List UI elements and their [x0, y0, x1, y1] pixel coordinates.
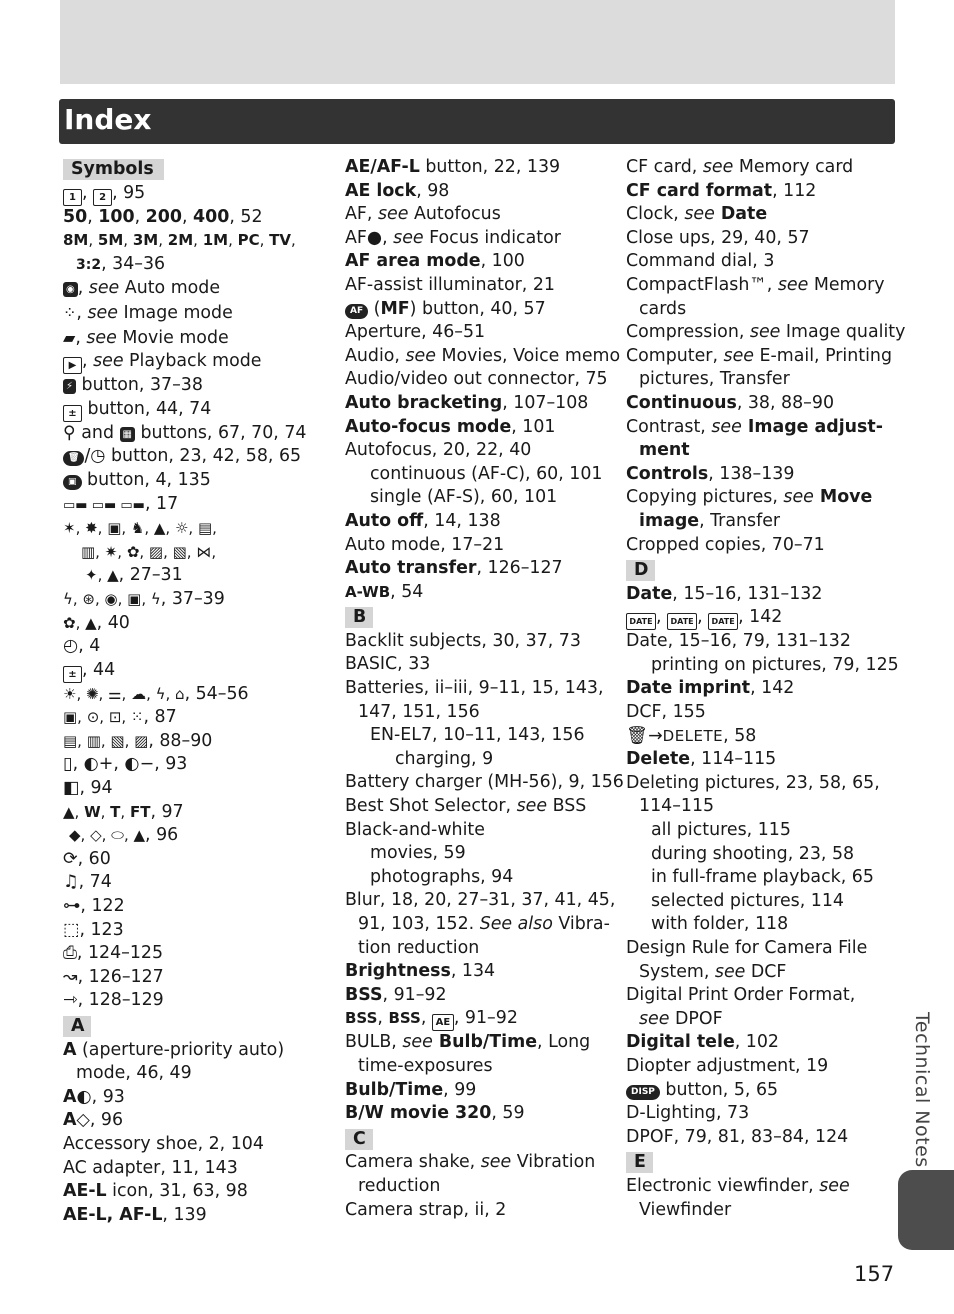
exposure-button-icon: ±	[63, 405, 82, 422]
index-entry: time-exposures	[358, 1055, 493, 1076]
index-entry: Date imprint, 142	[626, 678, 795, 699]
trash-icon: 🗑	[63, 451, 84, 466]
page-number: 157	[854, 1262, 895, 1286]
index-entry: image, Transfer	[639, 510, 781, 531]
bss-icon: BSS	[345, 1009, 378, 1028]
index-entry: Cropped copies, 70–71	[626, 534, 825, 555]
index-entry: see DPOF	[639, 1008, 723, 1029]
single-frame-icon: 1	[63, 189, 82, 206]
copy-icon: ⇾	[63, 990, 78, 1011]
section-head-symbols: Symbols	[63, 159, 164, 180]
index-entry: ◧, 94	[63, 778, 113, 799]
protect-icon: ⊶	[63, 896, 81, 917]
index-entry: ▯, ◐+, ◐−, 93	[63, 754, 188, 775]
index-entry: Backlit subjects, 30, 37, 73	[345, 630, 581, 651]
movie-icon: ▰	[63, 327, 76, 347]
index-entry: ⬚, 123	[63, 919, 124, 940]
index-entry: Date, 15–16, 131–132	[626, 583, 823, 604]
index-entry: Electronic viewfinder, see	[626, 1175, 850, 1196]
index-entry: AF, see Autofocus	[345, 204, 501, 225]
index-entry: 50, 100, 200, 400, 52	[63, 206, 263, 227]
playback-icon: ▶	[63, 357, 82, 374]
index-entry: Computer, see E-mail, Printing	[626, 345, 892, 366]
index-entry: Compression, see Image quality	[626, 322, 906, 343]
delete-label: DELETE	[662, 726, 724, 745]
date-time-icon: DATE	[708, 613, 738, 630]
index-entry: BSS, BSS, AE , 91–92	[345, 1007, 620, 1031]
scene-icons-2: ▥, ✷, ✿, ▨, ▧, ⋈,	[81, 542, 217, 561]
index-entry: ◆, ◇, ⬭, ▲, 96	[69, 825, 179, 846]
index-entry: tion reduction	[358, 937, 480, 958]
index-entry: Auto-focus mode, 101	[345, 416, 556, 437]
index-entry: Deleting pictures, 23, 58, 65,	[626, 772, 880, 793]
index-entry: printing on pictures, 79, 125	[651, 654, 899, 675]
index-entry: Continuous, 38, 88–90	[626, 392, 835, 413]
index-entry: DATE , DATE , DATE , 142	[626, 606, 898, 630]
index-entry: ⎙, 124–125	[63, 943, 164, 964]
section-head-e: E	[626, 1152, 653, 1173]
self-timer-icon: ◴	[63, 636, 79, 657]
focus-mode-icons: ✿, ▲	[63, 613, 97, 632]
section-head-d: D	[626, 560, 655, 581]
index-entry: AC adapter, 11, 143	[63, 1157, 238, 1178]
index-entry: Command dial, 3	[626, 251, 775, 272]
disp-button-icon: DISP	[626, 1085, 660, 1100]
index-entry: Camera shake, see Vibration	[345, 1152, 596, 1173]
index-entry: ± button, 44, 74	[63, 398, 343, 422]
scene-icons: ✶, ✸, ▣, ♞, ▲, ☼, ▤,	[63, 519, 217, 538]
index-entry: ▣ button, 4, 135	[63, 469, 343, 493]
flash-button-icon: ⚡	[63, 379, 76, 394]
index-entry: Auto bracketing, 107–108	[345, 392, 589, 413]
bw-icon: ◧	[63, 778, 80, 799]
index-entry: ♫, 74	[63, 872, 112, 893]
index-entry: Digital tele, 102	[626, 1032, 779, 1053]
index-entry: ment	[639, 440, 690, 461]
index-entry: 147, 151, 156	[358, 701, 480, 722]
index-entry: ↝, 126–127	[63, 966, 164, 987]
index-entry: ✿, ▲, 40	[63, 612, 130, 633]
index-entry: with folder, 118	[651, 914, 789, 935]
index-entry: 🗑→DELETE, 58	[626, 725, 757, 746]
index-entry: System, see DCF	[639, 961, 787, 982]
page-title: Index	[64, 103, 152, 136]
index-entry: selected pictures, 114	[651, 890, 844, 911]
noise-reduction-icon: ⟳	[63, 848, 78, 869]
index-column-2	[345, 156, 624, 1222]
section-head-a: A	[63, 1016, 91, 1037]
camera-icon: ◉	[63, 282, 78, 297]
auto-wb-icon: A-WB	[345, 582, 391, 601]
transfer-icon: ↝	[63, 966, 78, 987]
index-entry: Auto off, 14, 138	[345, 510, 501, 531]
index-entry: ⚲ and ▦ buttons, 67, 70, 74	[63, 422, 307, 443]
index-entry: Auto mode, 17–21	[345, 534, 505, 555]
sharpen-icons: ▯, ◐+, ◐−	[63, 754, 155, 775]
index-entry: AF area mode, 100	[345, 251, 525, 272]
index-entry: A◇, 96	[63, 1110, 124, 1131]
index-entry: Best Shot Selector, see BSS	[345, 796, 587, 817]
battery-icons: ▭▬ ▭▬ ▭▬	[63, 497, 145, 513]
hide-icon: ⬚	[63, 919, 80, 940]
index-entry: ☀, ✺, ⚌, ☁, ϟ, ⌂, 54–56	[63, 683, 249, 704]
index-entry: Design Rule for Camera File	[626, 938, 868, 958]
saturation-icons-2: ◆, ◇, ⬭, ▲	[69, 826, 146, 845]
header-band	[60, 0, 895, 84]
index-entry: B/W movie 320, 59	[345, 1103, 525, 1124]
index-column-3	[626, 156, 906, 1222]
index-entry: Viewfinder	[639, 1199, 732, 1220]
index-entry: Aperture, 46–51	[345, 322, 486, 343]
section-head-c: C	[345, 1129, 373, 1150]
index-entry: Battery charger (MH-56), 9, 156	[345, 772, 624, 793]
index-entry: BASIC, 33	[345, 654, 431, 675]
index-entry: BSS, 91–92	[345, 984, 447, 1005]
bss-icon-2: BSS	[388, 1009, 421, 1028]
index-entry: A-WB, 54	[345, 581, 424, 602]
index-entry: ⊶, 122	[63, 896, 125, 917]
index-entry: Autofocus, 20, 22, 40	[345, 440, 532, 461]
index-entry: ⚡ button, 37–38	[63, 374, 343, 398]
index-entry: cards	[639, 298, 687, 319]
trash-arrow-icon: 🗑→	[626, 725, 663, 746]
index-entry: A (aperture-priority auto)	[63, 1039, 285, 1060]
index-entry: ▣, ⊙, ⊡, ⁙, 87	[63, 707, 177, 728]
index-entry: AE lock, 98	[345, 180, 450, 201]
index-entry: Clock, see Date	[626, 204, 768, 225]
index-entry: Brightness, 134	[345, 961, 496, 982]
index-entry: Delete, 114–115	[626, 749, 777, 770]
index-entry: ⟳, 60	[63, 848, 111, 869]
size-5m-icon: 5M	[97, 231, 124, 250]
index-entry: AE-L icon, 31, 63, 98	[63, 1181, 248, 1202]
index-entry: ✦, ▲, 27–31	[85, 565, 183, 586]
index-entry: CompactFlash™, see Memory	[626, 274, 885, 295]
index-entry: Copying pictures, see Move	[626, 487, 873, 508]
index-entry: AF●, see Focus indicator	[345, 227, 561, 248]
index-entry: Date, 15–16, 79, 131–132	[626, 631, 851, 652]
auto-saturation-icon: A◇	[63, 1110, 90, 1131]
index-entry: movies, 59	[370, 843, 466, 864]
image-mode-icon: ⁘	[63, 302, 77, 322]
date-icon: DATE	[626, 613, 656, 630]
index-entry: DISP button, 5, 65	[626, 1079, 898, 1103]
size-8m-icon: 8M	[63, 231, 89, 250]
title-bar	[59, 99, 895, 144]
index-entry: AE-L, AF-L, 139	[63, 1204, 207, 1225]
side-tab-label: Technical Notes	[911, 1012, 933, 1168]
index-entry: Black-and-white	[345, 819, 485, 840]
index-entry: BULB, see Bulb/Time, Long	[345, 1032, 591, 1053]
index-entry: ϟ, ⊛, ◉, ▣, ϟ, 37–39	[63, 588, 225, 609]
exposure-comp-icon: ±	[63, 666, 82, 683]
index-column-1	[63, 156, 343, 1227]
index-entry: 3:2, 34–36	[76, 253, 166, 274]
self-timer-icon: ◷	[90, 446, 106, 467]
index-entry: EN-EL7, 10–11, 143, 156	[370, 725, 585, 746]
index-entry: DCF, 155	[626, 702, 706, 723]
metering-icons: ▣, ⊙, ⊡, ⁙	[63, 708, 144, 727]
index-entry: Batteries, ii–iii, 9–11, 15, 143,	[345, 678, 604, 699]
index-entry: 91, 103, 152. See also Vibra-	[358, 914, 610, 934]
size-1m-icon: 1M	[202, 231, 229, 250]
ae-bss-icon: AE	[432, 1014, 454, 1031]
scene-icons-3: ✦, ▲	[85, 566, 119, 585]
size-32-icon: 3:2	[76, 256, 102, 273]
size-tv-icon: TV	[269, 231, 292, 250]
index-entry: Digital Print Order Format,	[626, 985, 856, 1006]
index-entry: pictures, Transfer	[639, 369, 790, 390]
index-entry: in full-frame playback, 65	[651, 867, 874, 888]
index-entry: ◉ , see Auto mode	[63, 277, 343, 301]
index-entry: CF card format, 112	[626, 180, 817, 201]
zoom-tele-icon: ⚲	[63, 422, 76, 443]
frame-2-icon: 2	[93, 189, 112, 206]
index-entry: ▶ , see Playback mode	[63, 350, 343, 374]
wb-icons: ☀, ✺, ⚌, ☁, ϟ, ⌂	[63, 684, 185, 703]
index-entry: Close ups, 29, 40, 57	[626, 227, 810, 248]
index-entry: Accessory shoe, 2, 104	[63, 1133, 264, 1154]
voice-memo-icon: ♫	[63, 872, 79, 893]
size-3m-icon: 3M	[132, 231, 159, 250]
index-entry: ± , 44	[63, 659, 343, 683]
index-entry: 1 , 2 , 95	[63, 182, 343, 206]
index-entry: ⁘, see Image mode	[63, 302, 233, 323]
flash-mode-icons: ϟ, ⊛, ◉, ▣, ϟ	[63, 589, 161, 608]
index-entry	[63, 517, 343, 541]
size-pc-icon: PC	[237, 231, 260, 250]
index-entry: DPOF, 79, 81, 83–84, 124	[626, 1126, 849, 1147]
index-entry: 🗑 /◷ button, 23, 42, 58, 65	[63, 445, 343, 469]
index-entry: Blur, 18, 20, 27–31, 37, 41, 45,	[345, 890, 616, 911]
index-entry: Audio, see Movies, Voice memo	[345, 345, 621, 366]
index-entry: Contrast, see Image adjust-	[626, 416, 883, 437]
index-entry: photographs, 94	[370, 866, 514, 887]
index-entry: 8M, 5M, 3M, 2M, 1M, PC, TV,	[63, 231, 296, 250]
index-entry: Auto transfer, 126–127	[345, 558, 563, 579]
size-2m-icon: 2M	[167, 231, 194, 250]
index-entry: AF (MF) button, 40, 57	[345, 298, 620, 322]
index-entry: reduction	[358, 1175, 441, 1196]
index-entry: ▰, see Movie mode	[63, 327, 229, 348]
index-entry: ▤, ▥, ▧, ▨, 88–90	[63, 730, 213, 751]
index-entry: single (AF-S), 60, 101	[370, 487, 558, 508]
section-head-b: B	[345, 607, 373, 628]
index-entry: Bulb/Time, 99	[345, 1079, 477, 1100]
index-entry: Diopter adjustment, 19	[626, 1055, 829, 1076]
index-entry: A◐, 93	[63, 1086, 125, 1107]
index-entry: continuous (AF-C), 60, 101	[370, 463, 603, 484]
side-tab	[898, 1170, 954, 1250]
index-entry: Audio/video out connector, 75	[345, 369, 608, 390]
index-entry: Controls, 138–139	[626, 463, 795, 484]
index-entry: ▲, W, T, FT, 97	[63, 801, 184, 822]
index-entry: AE/AF-L button, 22, 139	[345, 157, 561, 177]
index-entry: all pictures, 115	[651, 820, 791, 841]
auto-contrast-icon: A◐	[63, 1086, 92, 1107]
date-icon-2: DATE	[667, 613, 697, 630]
continuous-icons: ▤, ▥, ▧, ▨	[63, 731, 149, 750]
index-entry: 114–115	[639, 796, 715, 817]
index-entry: ▭▬ ▭▬ ▭▬, 17	[63, 493, 179, 514]
menu-button-icon: ▣	[63, 475, 82, 490]
index-entry: Camera strap, ii, 2	[345, 1199, 507, 1220]
index-entry: charging, 9	[395, 748, 494, 769]
index-entry: D-Lighting, 73	[626, 1103, 750, 1124]
thumbnail-icon: ▦	[120, 427, 135, 442]
index-entry	[63, 541, 343, 565]
index-entry: AF-assist illuminator, 21	[345, 274, 555, 295]
af-button-icon: AF	[345, 304, 368, 319]
index-entry: ⇾, 128–129	[63, 990, 164, 1011]
index-entry: during shooting, 23, 58	[651, 843, 855, 864]
print-icon: ⎙	[63, 943, 77, 964]
index-entry: mode, 46, 49	[76, 1063, 192, 1084]
index-entry: ◴, 4	[63, 636, 101, 657]
saturation-icons: ▲, W, T, FT	[63, 802, 151, 821]
index-entry: CF card, see Memory card	[626, 157, 854, 177]
